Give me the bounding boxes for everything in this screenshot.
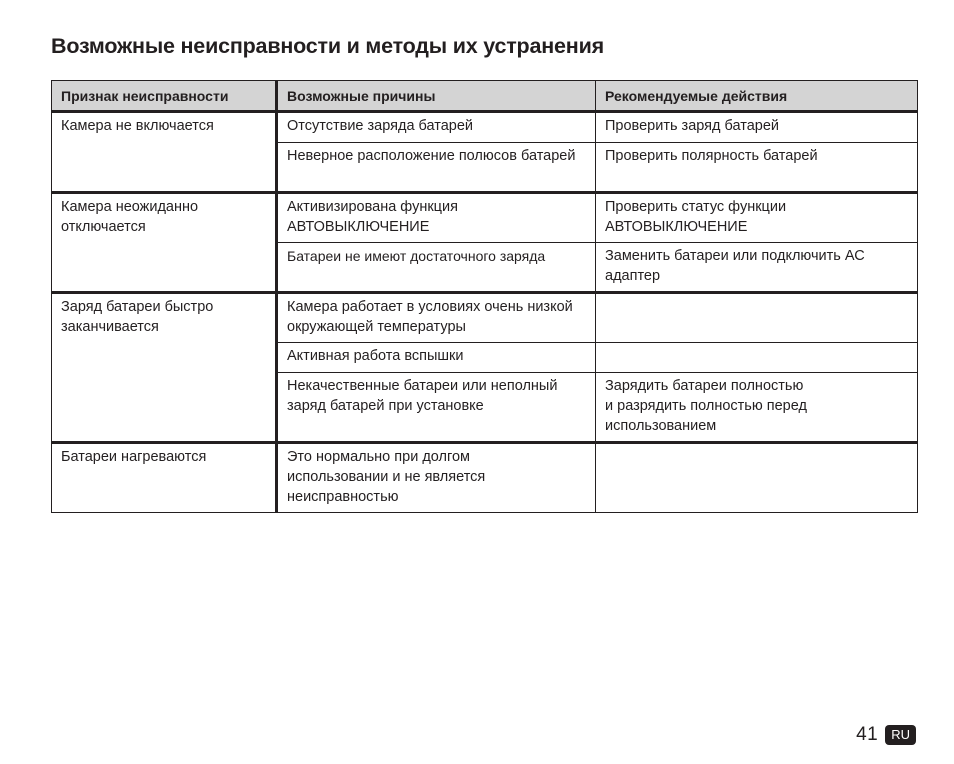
cause-cell: Активная работа вспышки bbox=[277, 343, 596, 373]
cause-line: неисправностью bbox=[287, 489, 399, 505]
cause-cell bbox=[277, 443, 596, 513]
action-line: АВТОВЫКЛЮЧЕНИЕ bbox=[605, 219, 748, 235]
language-badge: RU bbox=[885, 725, 916, 745]
header-symptom: Признак неисправности bbox=[52, 81, 277, 112]
table-row bbox=[52, 112, 918, 143]
cause-cell: Батареи не имеют достаточного заряда bbox=[277, 243, 596, 293]
cause-cell: Отсутствие заряда батарей bbox=[277, 112, 596, 143]
table-header-row bbox=[52, 81, 918, 112]
symptom-cell: Батареи нагреваются bbox=[52, 443, 277, 513]
cause-line: использовании и не является bbox=[287, 469, 486, 485]
symptom-cell: Заряд батареи быстро заканчивается bbox=[52, 293, 277, 443]
cause-line: Это нормально при долгом bbox=[287, 449, 470, 465]
cause-cell: Камера работает в условиях очень низкой окружающей температуры bbox=[277, 293, 596, 343]
symptom-cell: Камера не включается bbox=[52, 112, 277, 193]
action-cell: Заменить батареи или подключить АС адаптер bbox=[596, 243, 918, 293]
page-number: 41 bbox=[856, 724, 879, 745]
header-actions: Рекомендуемые действия bbox=[596, 81, 918, 112]
page-title: Возможные неисправности и методы их устранения bbox=[51, 34, 604, 58]
table-row bbox=[52, 193, 918, 243]
table-row bbox=[52, 293, 918, 343]
table-row bbox=[52, 443, 918, 513]
troubleshooting-table bbox=[51, 80, 918, 513]
action-line: Зарядить батареи полностью bbox=[605, 378, 804, 394]
action-cell bbox=[596, 293, 918, 343]
action-line: и разрядить полностью перед bbox=[605, 398, 807, 414]
cause-cell: Некачественные батареи или неполный заряд батарей при установке bbox=[277, 373, 596, 443]
action-cell: Проверить заряд батарей bbox=[596, 112, 918, 143]
action-cell bbox=[596, 193, 918, 243]
action-line: Проверить статус функции bbox=[605, 199, 787, 215]
cause-line: Активизирована функция bbox=[287, 199, 458, 215]
cause-cell bbox=[277, 193, 596, 243]
action-cell bbox=[596, 373, 918, 443]
cause-cell: Неверное расположение полюсов батарей bbox=[277, 143, 596, 193]
page-footer bbox=[856, 724, 916, 746]
action-cell: Проверить полярность батарей bbox=[596, 143, 918, 193]
action-cell bbox=[596, 443, 918, 513]
header-causes: Возможные причины bbox=[277, 81, 596, 112]
action-cell bbox=[596, 343, 918, 373]
symptom-cell: Камера неожиданно отключается bbox=[52, 193, 277, 293]
cause-line: АВТОВЫКЛЮЧЕНИЕ bbox=[287, 219, 430, 235]
action-line: использованием bbox=[605, 418, 717, 434]
